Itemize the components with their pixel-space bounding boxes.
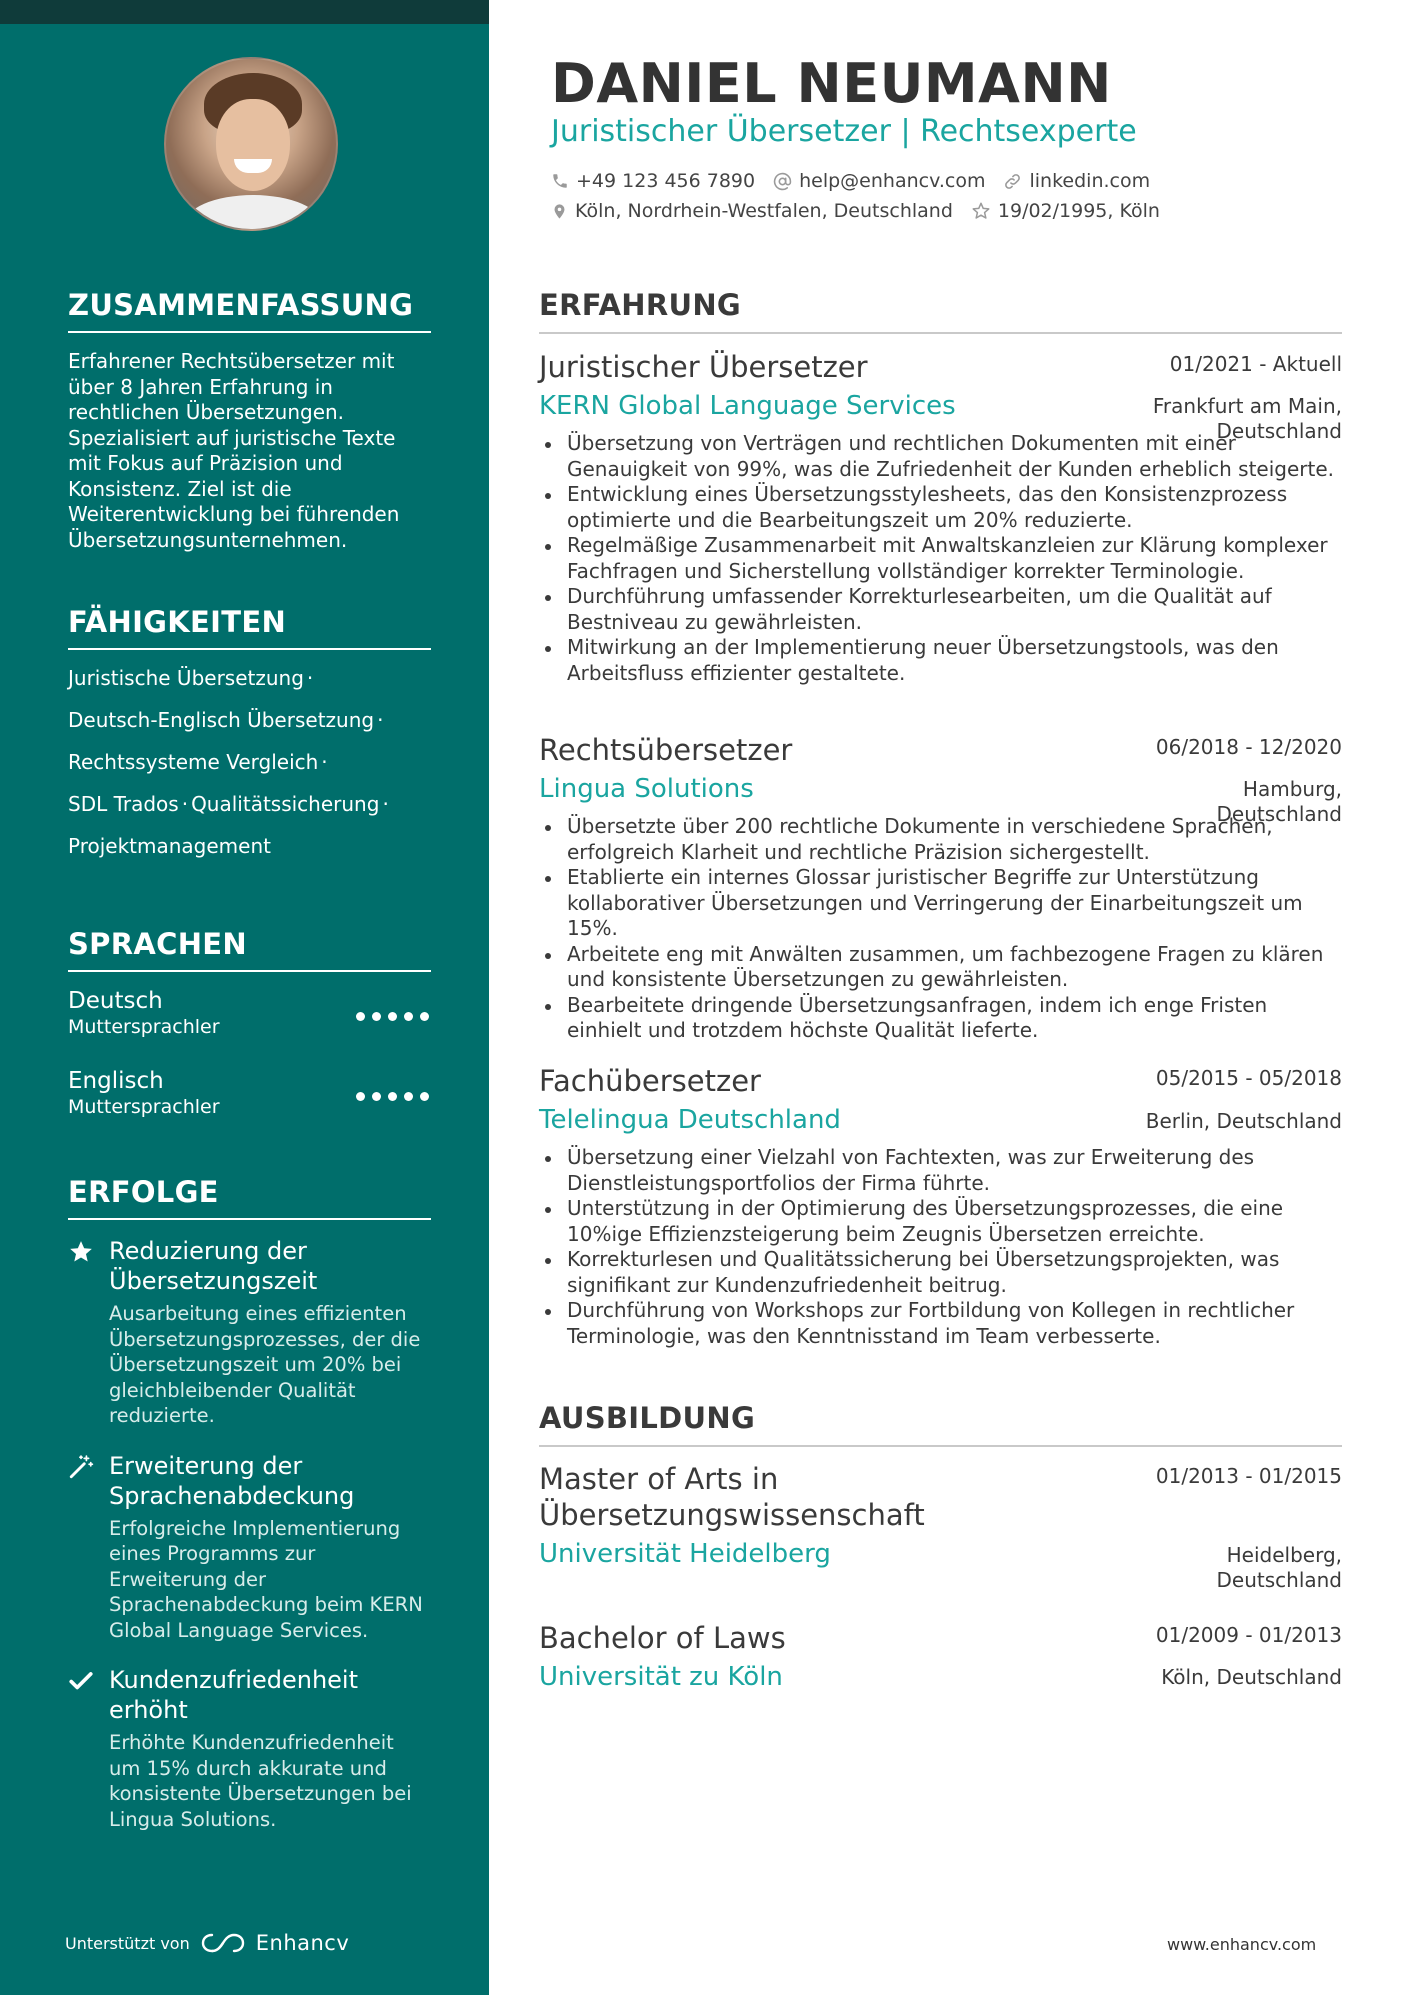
enhancv-logo-icon (200, 1932, 246, 1954)
job-bullet: Unterstützung in der Optimierung des Übersetzungsprozesses, die eine 10%ige Effizienzsteigerung beim Zeugnis Übersetzen erreichte. (539, 1196, 1342, 1247)
skills-section (68, 605, 431, 876)
birth-text: 19/02/1995, Köln (997, 200, 1160, 222)
contact-location (551, 200, 953, 222)
summary-text: Erfahrener Rechtsübersetzer mit über 8 Jahren Erfahrung in rechtlichen Übersetzungen. Spezialisiert auf juristische Texte mit Fokus auf Präzision und Konsistenz. Ziel ist die Weiterentwicklung bei führenden Übersetzungsunternehmen. (68, 349, 400, 552)
job-date: 05/2015 - 05/2018 (1155, 1066, 1342, 1090)
contact-row-secondary (551, 200, 1160, 222)
profile-photo (164, 57, 338, 231)
magic-wand-icon (68, 1454, 94, 1480)
language-level: Muttersprachler (68, 1096, 220, 1118)
skill-item: Projektmanagement (68, 834, 271, 858)
job-bullets (539, 431, 1342, 686)
job-bullet: Regelmäßige Zusammenarbeit mit Anwaltskanzleien zur Klärung komplexer Fachfragen und Sicherstellung vollständiger korrekter Terminologie. (539, 533, 1342, 584)
job-title: Fachübersetzer (539, 1064, 761, 1098)
job-location: Berlin, Deutschland (1145, 1109, 1342, 1133)
job-bullet: Durchführung von Workshops zur Fortbildung von Kollegen in rechtlicher Terminologie, was den Kenntnisstand im Team verbesserte. (539, 1298, 1342, 1349)
candidate-headline: Juristischer Übersetzer | Rechtsexperte (551, 114, 1137, 149)
achievements-section (68, 1175, 431, 1854)
job-title: Rechtsübersetzer (539, 733, 793, 767)
achievement-title: Kundenzufriedenheit erhöht (109, 1666, 358, 1724)
language-name: Deutsch (68, 988, 163, 1014)
summary-heading: ZUSAMMENFASSUNG (68, 288, 431, 333)
job-bullet: Bearbeitete dringende Übersetzungsanfragen, indem ich enge Fristen einhielt und trotzdem höchste Qualität lieferte. (539, 993, 1342, 1044)
language-name: Englisch (68, 1068, 164, 1094)
checkmark-icon (68, 1668, 94, 1694)
job-date: 06/2018 - 12/2020 (1155, 735, 1342, 759)
star-outline-icon (971, 201, 991, 221)
job-bullet: Korrekturlesen und Qualitätssicherung bei Übersetzungsprojekten, was signifikant zur Kundenzufriedenheit beitrug. (539, 1247, 1342, 1298)
contact-birth (971, 200, 1160, 222)
phone-text: +49 123 456 7890 (576, 170, 756, 192)
job-date: 01/2021 - Aktuell (1169, 352, 1342, 376)
degree-title: Master of Arts in Übersetzungswissenschaft (539, 1462, 925, 1532)
experience-item (539, 732, 1342, 1044)
degree-title: Bachelor of Laws (539, 1621, 786, 1655)
candidate-name: DANIEL NEUMANN (551, 52, 1112, 115)
job-bullet: Entwicklung eines Übersetzungsstylesheets, das den Konsistenzprozess optimierte und die Bearbeitungszeit um 20% reduzierte. (539, 482, 1342, 533)
contact-phone[interactable] (551, 170, 755, 192)
at-sign-icon (773, 172, 792, 191)
achievement-description: Erhöhte Kundenzufriedenheit um 15% durch akkurate und konsistente Übersetzungen bei Lingua Solutions. (109, 1731, 412, 1831)
star-icon (68, 1239, 94, 1265)
job-bullet: Arbeitete eng mit Anwälten zusammen, um fachbezogene Fragen zu klären und konsistente Übersetzungen zu gewährleisten. (539, 942, 1342, 993)
skill-item: Rechtssysteme Vergleich · (68, 750, 328, 774)
achievement-item (68, 1451, 431, 1644)
location-text: Köln, Nordrhein-Westfalen, Deutschland (575, 200, 953, 222)
school-name[interactable]: Universität Heidelberg (539, 1539, 831, 1569)
website-text: linkedin.com (1029, 170, 1151, 192)
powered-by-brand[interactable]: Enhancv (255, 1931, 350, 1955)
education-location: Heidelberg, Deutschland (1216, 1543, 1342, 1592)
achievement-item (68, 1236, 431, 1429)
phone-icon (551, 172, 569, 190)
experience-heading: ERFAHRUNG (539, 288, 1342, 334)
education-item (539, 1461, 1342, 1592)
skill-item: Deutsch-Englisch Übersetzung · (68, 708, 384, 732)
experience-item (539, 349, 1342, 686)
achievement-description: Erfolgreiche Implementierung eines Programms zur Erweiterung der Sprachenabdeckung beim KERN Global Language Services. (109, 1516, 423, 1642)
achievement-title: Reduzierung der Übersetzungszeit (109, 1237, 318, 1295)
contact-email[interactable] (773, 170, 985, 192)
skill-item: SDL Trados · Qualitätssicherung · (68, 792, 389, 816)
education-location: Köln, Deutschland (1161, 1665, 1342, 1689)
job-bullet: Etablierte ein internes Glossar juristischer Begriffe zur Unterstützung kollaborativer Übersetzungen und Verringerung der Einarbeitungszeit um 15%. (539, 865, 1342, 942)
language-item (68, 988, 431, 1050)
achievement-description: Ausarbeitung eines effizienten Übersetzungsprozesses, der die Übersetzungszeit um 20% bei gleichbleibender Qualität reduzierte. (109, 1302, 421, 1427)
powered-by (65, 1931, 349, 1955)
achievement-item (68, 1665, 431, 1832)
job-bullet: Durchführung umfassender Korrekturlesearbeiten, um die Qualität auf Bestniveau zu gewährleisten. (539, 584, 1342, 635)
education-date: 01/2009 - 01/2013 (1155, 1623, 1342, 1647)
languages-heading: SPRACHEN (68, 927, 431, 972)
job-company[interactable]: Lingua Solutions (539, 774, 754, 804)
job-company[interactable]: Telelingua Deutschland (539, 1105, 841, 1135)
language-level: Muttersprachler (68, 1016, 220, 1038)
summary-section (68, 288, 431, 553)
skill-item: Juristische Übersetzung · (68, 666, 314, 690)
link-icon (1003, 172, 1022, 191)
job-bullets (539, 814, 1342, 1044)
languages-section (68, 927, 431, 1148)
job-bullet: Übersetzte über 200 rechtliche Dokumente in verschiedene Sprachen, erfolgreich Klarheit und rechtliche Präzision sichergestellt. (539, 814, 1342, 865)
job-location: Hamburg, Deutschland (1216, 777, 1342, 826)
job-bullet: Übersetzung von Verträgen und rechtlichen Dokumenten mit einer Genauigkeit von 99%, was die Zufriedenheit der Kunden erheblich steigerte. (539, 431, 1342, 482)
location-pin-icon (551, 202, 568, 221)
language-rating-dots (356, 1012, 429, 1021)
powered-by-label: Unterstützt von (65, 1933, 190, 1953)
sidebar-top-bar (0, 0, 489, 24)
achievement-title: Erweiterung der Sprachenabdeckung (109, 1451, 355, 1510)
language-rating-dots (356, 1092, 429, 1101)
email-text: help@enhancv.com (799, 170, 986, 192)
achievements-heading: ERFOLGE (68, 1175, 431, 1220)
job-bullet: Übersetzung einer Vielzahl von Fachtexten, was zur Erweiterung des Dienstleistungsportfolios der Firma führte. (539, 1145, 1342, 1196)
job-title: Juristischer Übersetzer (539, 350, 868, 384)
education-heading: AUSBILDUNG (539, 1401, 1342, 1447)
contact-row (551, 170, 1150, 192)
job-location: Frankfurt am Main, Deutschland (1152, 394, 1342, 443)
education-date: 01/2013 - 01/2015 (1155, 1464, 1342, 1488)
sidebar (0, 0, 489, 1995)
job-bullet: Mitwirkung an der Implementierung neuer Übersetzungstools, was den Arbeitsfluss effizienter gestaltete. (539, 635, 1342, 686)
job-company[interactable]: KERN Global Language Services (539, 391, 956, 421)
skills-heading: FÄHIGKEITEN (68, 605, 431, 650)
experience-item (539, 1063, 1342, 1349)
education-item (539, 1620, 1342, 1694)
school-name[interactable]: Universität zu Köln (539, 1662, 783, 1692)
footer-url[interactable]: www.enhancv.com (1167, 1935, 1317, 1954)
contact-website[interactable] (1003, 170, 1150, 192)
job-bullets (539, 1145, 1342, 1349)
language-item (68, 1068, 431, 1130)
